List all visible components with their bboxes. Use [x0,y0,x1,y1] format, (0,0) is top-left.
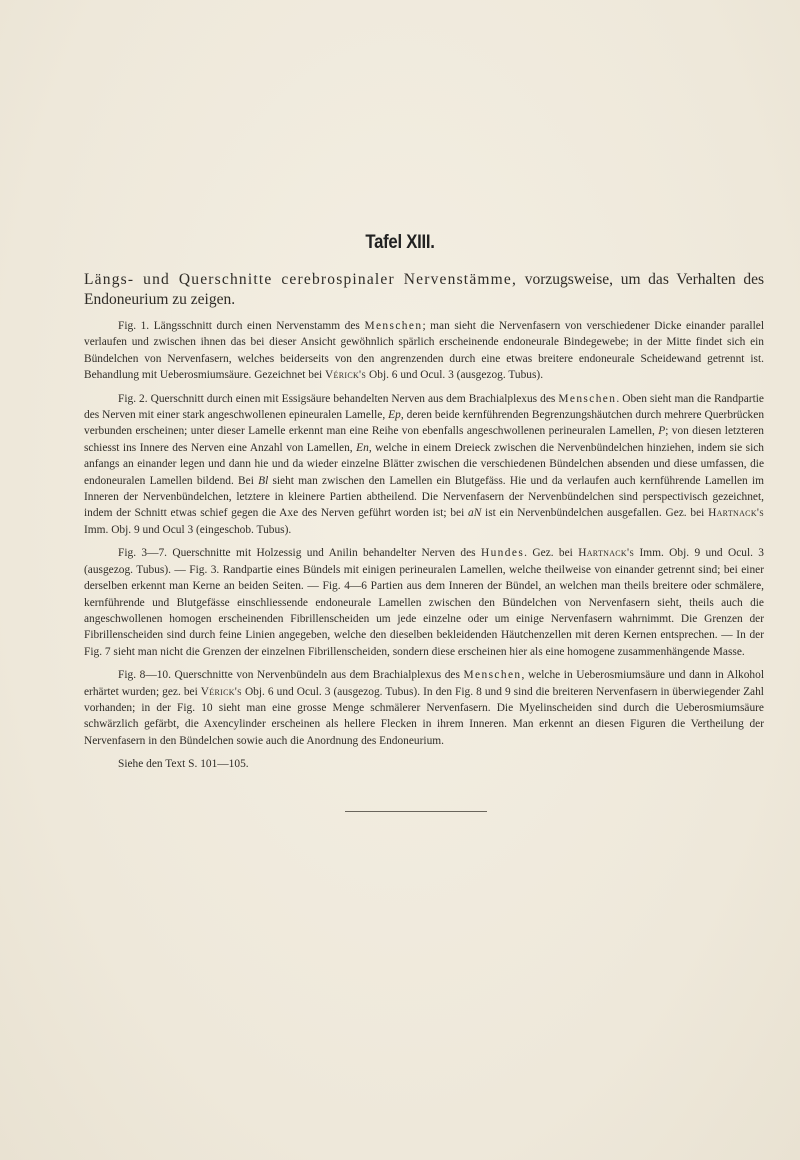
fig2-text-g: ; von diesen letzteren schiesst ins Innere des Nerven eine Anzahl von Lamellen, [84,425,764,454]
fig3-text-c: . Gez. bei [524,547,579,560]
fig2-label-an: aN [468,507,482,520]
fig2-text-i: , welche in einem Dreieck zwischen die Nervenbündelchen hinziehen, indem sie sich anfangs an einander legen und dann hie und da wieder einzelne Blätter zwischen die verschiedenen Bündelchen absenden und diese umfassen, die endoneuralen Lamellen bildend. Bei [84,441,765,487]
fig2-label-ep: Ep [388,409,401,422]
fig3-species: Hundes [480,547,525,560]
fig3-7-description [84,545,764,660]
fig2-text-a: Fig. 2. Querschnitt durch einen mit Essigsäure behandelten Nerven aus dem Brachialplexus des [118,392,559,405]
fig2-text-m: ist ein Nervenbündelchen ausgefallen. Gez. bei [481,507,709,520]
fig2-label-en: En [356,441,369,454]
closing-rule [345,811,487,812]
plate-title: Tafel XIII. [365,232,435,253]
plate-subtitle [84,270,764,310]
fig8-text-a: Fig. 8—10. Querschnitte von Nervenbündeln aus dem Brachialplexus des [118,669,464,682]
fig2-text-k: sieht man zwischen den Lamellen ein Blutgefäss. Hie und da verlaufen auch kernführende Lamellen im Inneren der Nervenbündelchen, letztere in kleinere Partien abtheilend. Die Nervenfasern der Nervenbündelchen sind perspectivisch gezeichnet, indem der Schnitt etwas schief gegen die Axe des Nerven geführt worden ist; bei [84,474,764,520]
fig3-text-a: Fig. 3—7. Querschnitte mit Holzessig und Anilin behandelter Nerven des [118,547,481,560]
fig3-maker: Hartnack's [578,547,635,560]
fig2-label-bl: Bl [258,474,269,487]
fig3-text-e: Imm. Obj. 9 und Ocul. 3 (ausgezog. Tubus). — Fig. 3. Randpartie eines Bündels mit einigen perineuralen Lamellen, welche theilweise von einander getrennt sind; bei einer derselben erkennt man Kerne an beiden Seiten. — Fig. 4—6 Partien aus dem Inneren der Bündel, an welchen man theils breitere oder schmälere, kernführende und Blutgefässe einschliessende endoneurale Lamellen zwischen den Bündelchen von Nervenfasern sieht, theils auch die angeschwollenen homogen erscheinenden Fibrillenscheiden um jede einzelne oder um einige Nervenfasern wahrnimmt. Die Grenzen der Fibrillenscheiden sind durch feine Linien angegeben, welche den dieselben bekleidenden Häutchenzellen mit deren Kernen entsprechen. — In der Fig. 7 sieht man nicht die Grenzen der einzelnen Fibrillenscheiden, sondern diese erscheinen hier als eine homogene zusammenhängende Masse. [84,547,765,658]
fig2-maker: Hartnack's [708,507,764,520]
figure-descriptions [84,318,764,780]
fig2-text-e: , deren beide kernführenden Begrenzungshäutchen durch mehrere Querbrücken verbunden erscheinen; unter dieser Lamelle erkennt man eine Reihe von ebenfalls angeschwollenen perineuralen Lamellen, [84,409,765,438]
fig1-species: Menschen [364,320,423,332]
fig1-text-c: ; man sieht die Nervenfasern von verschiedener Dicke einander parallel verlaufen und zwischen ihnen das bei dieser Ansicht gewöhnlich spärlich erscheinende endoneurale Bindegewebe; in der Mitte findet sich ein Bündelchen von Nervenfasern, welches beiderseits von den angrenzenden durch eine etwas breitere endoneurale Scheidewand getrennt ist. Behandlung mit Ueberosmiumsäure. Gezeichnet bei [84,320,764,382]
fig8-text-c: , welche in Ueberosmiumsäure und dann in Alkohol erhärtet wurden; gez. bei [84,669,764,698]
subtitle-rest: vorzugsweise, um das Verhalten des Endoneurium zu zeigen. [84,271,764,308]
fig8-species: Menschen [463,669,522,682]
fig1-maker: Vérick's [325,369,367,382]
fig1-text-e: Obj. 6 und Ocul. 3 (ausgezog. Tubus). [366,369,544,382]
fig1-description [84,318,764,384]
fig8-text-e: Obj. 6 und Ocul. 3 (ausgezog. Tubus). In den Fig. 8 und 9 sind die breiteren Nervenfasern in überwiegender Zahl vorhanden; in der Fig. 10 sieht man eine grosse Menge schmälerer Nervenfasern. Die Myelinscheiden sind durch die Ueberosmiumsäure schwärzlich gefärbt, die Axencylinder erscheinen als hellere Flecken in ihrem Inneren. Man erkennt an diesen Figuren die Vertheilung der Nervenfasern in den Bündelchen sowie auch die Anordnung des Endoneurium. [84,685,764,747]
subtitle-spaced: Längs- und Querschnitte cerebrospinaler Nervenstämme, [84,271,518,288]
text-reference: Siehe den Text S. 101—105. [118,758,249,771]
fig2-species: Menschen [558,392,617,405]
fig1-text-a: Fig. 1. Längsschnitt durch einen Nervenstamm des [118,320,365,332]
fig2-text-c: . Oben sieht man die Randpartie des Nerven mit einer stark angeschwollenen epineuralen Lamelle, [84,392,764,422]
fig2-label-p: P [658,425,666,438]
fig2-text-o: Imm. Obj. 9 und Ocul 3 (eingeschob. Tubus). [84,523,292,536]
fig2-description [84,391,764,539]
fig8-maker: Vérick's [200,685,242,698]
fig8-10-description [84,667,764,749]
